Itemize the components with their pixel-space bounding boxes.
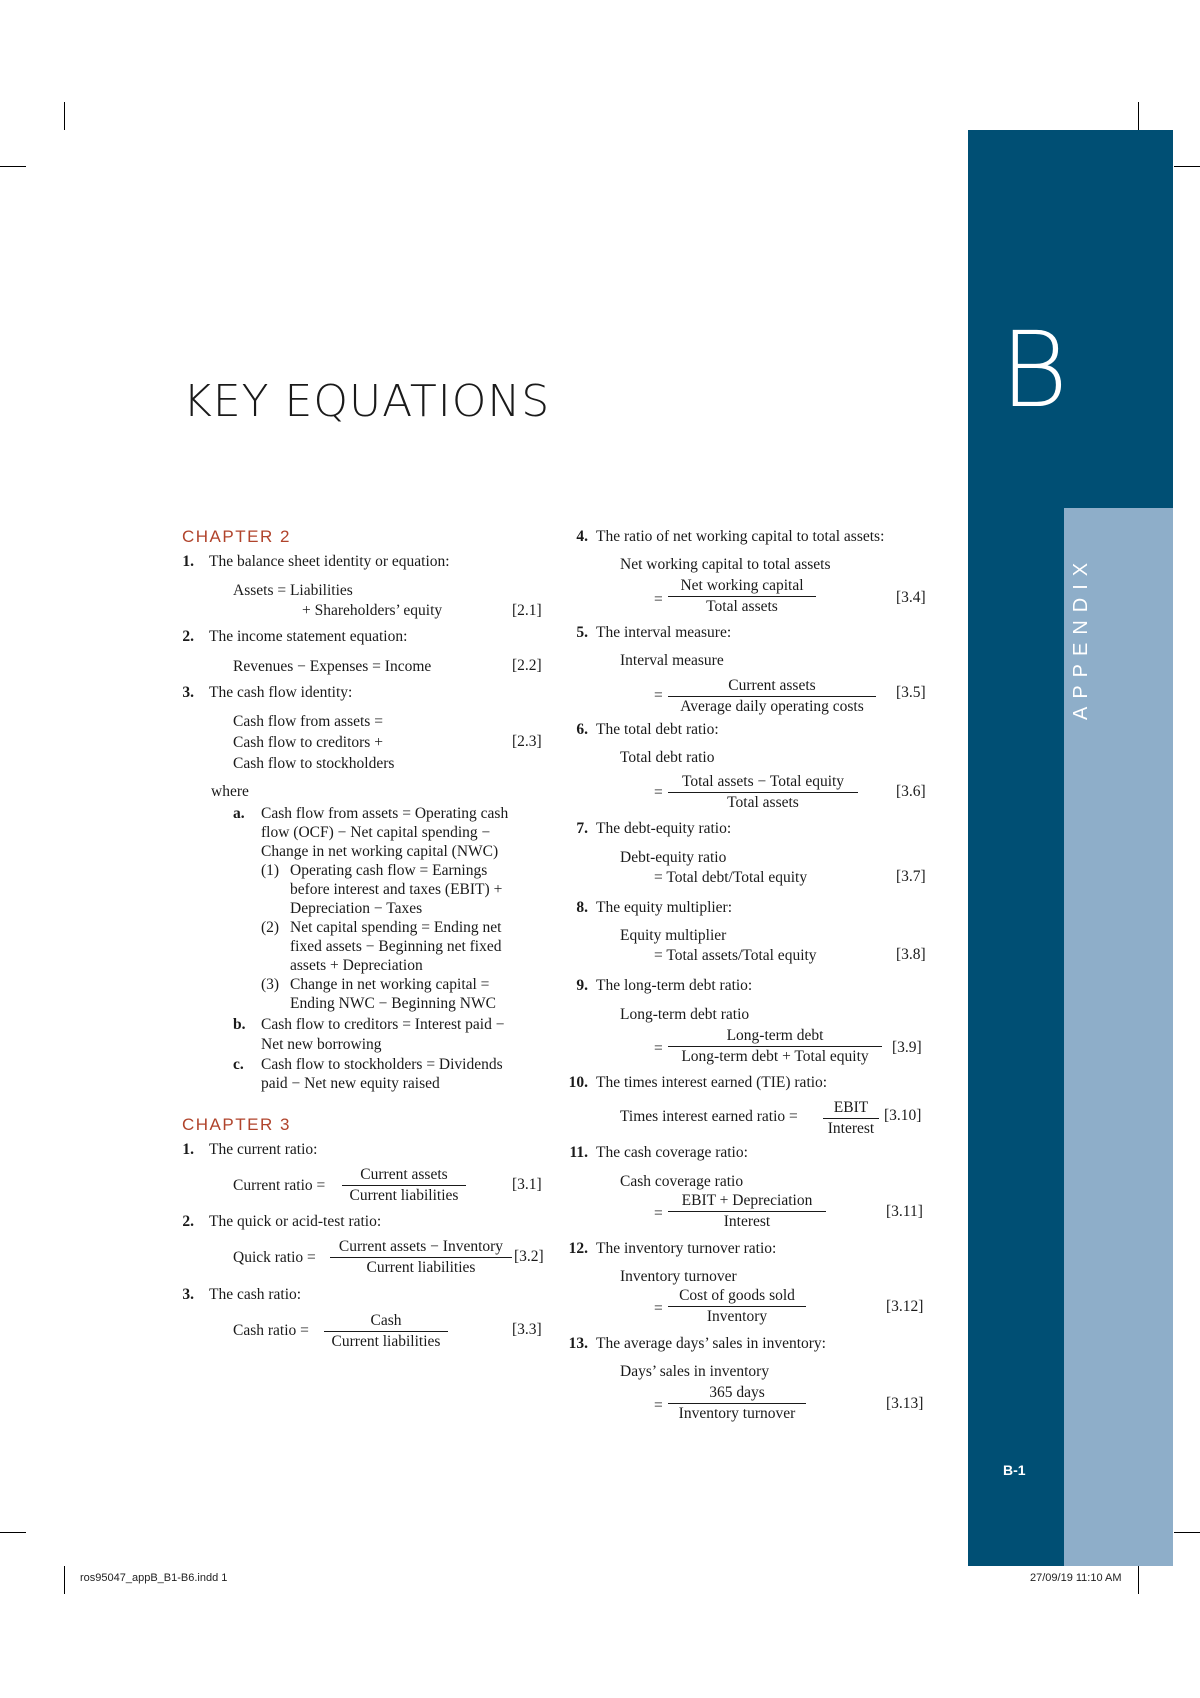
- crop-mark: [1174, 1532, 1200, 1533]
- appendix-label: APPENDIX: [1070, 554, 1092, 720]
- chapter-3-heading: CHAPTER 3: [182, 1115, 291, 1134]
- equation-title: The long-term debt ratio:: [596, 977, 753, 994]
- equation-lhs: Times interest earned ratio =: [620, 1108, 798, 1125]
- denominator: Total assets: [706, 598, 778, 615]
- item-number: 3.: [182, 1286, 194, 1303]
- denominator: Current liabilities: [366, 1259, 476, 1276]
- sub-line: Depreciation − Taxes: [290, 900, 423, 917]
- item-number: 9.: [576, 977, 588, 994]
- sub-number: (3): [261, 976, 280, 993]
- equation-ref: [2.1]: [512, 602, 542, 619]
- equation-title: The ratio of net working capital to total assets:: [596, 528, 885, 545]
- denominator: Interest: [723, 1213, 771, 1230]
- equation-ref: [3.6]: [896, 783, 926, 800]
- item-number: 10.: [568, 1074, 588, 1091]
- equation-ref: [3.1]: [512, 1176, 542, 1193]
- equation-title: The quick or acid-test ratio:: [209, 1213, 382, 1230]
- fraction: [668, 773, 858, 812]
- equals-sign: =: [654, 1397, 663, 1414]
- equation-ref: [3.3]: [512, 1321, 542, 1338]
- item-number: 13.: [568, 1335, 588, 1352]
- fraction: [668, 1027, 882, 1066]
- equation-title: The inventory turnover ratio:: [596, 1240, 777, 1257]
- where-label: where: [211, 783, 249, 800]
- denominator: Interest: [827, 1120, 875, 1137]
- equals-sign: =: [654, 1040, 663, 1057]
- equation-title: The cash ratio:: [209, 1286, 302, 1303]
- crop-mark: [1138, 1566, 1139, 1594]
- equals-sign: =: [654, 1205, 663, 1222]
- chapter-2-heading: CHAPTER 2: [182, 527, 291, 546]
- equals-sign: =: [654, 1300, 663, 1317]
- equation-title: The times interest earned (TIE) ratio:: [596, 1074, 828, 1091]
- item-number: 1.: [182, 1141, 194, 1158]
- sub-line: flow (OCF) − Net capital spending −: [261, 824, 491, 841]
- equation-label: Interval measure: [620, 652, 724, 669]
- equation-line: Assets = Liabilities: [233, 582, 353, 599]
- numerator: EBIT + Depreciation: [668, 1192, 826, 1212]
- sub-line: Net capital spending = Ending net: [290, 919, 502, 936]
- crop-mark: [0, 1532, 26, 1533]
- page-number: B-1: [1003, 1462, 1026, 1478]
- sub-line: paid − Net new equity raised: [261, 1075, 440, 1092]
- equals-sign: =: [654, 591, 663, 608]
- equation-line: Cash flow to creditors +: [233, 734, 383, 751]
- sub-line: fixed assets − Beginning net fixed: [290, 938, 502, 955]
- fraction: [668, 1192, 826, 1231]
- equation-line: Cash flow to stockholders: [233, 755, 395, 772]
- crop-mark: [0, 166, 26, 167]
- equation-ref: [2.2]: [512, 657, 542, 674]
- sub-letter: c.: [233, 1056, 244, 1073]
- numerator: Cash: [324, 1312, 448, 1332]
- crop-mark: [64, 1566, 65, 1594]
- equation-title: The interval measure:: [596, 624, 732, 641]
- equation-label: Net working capital to total assets: [620, 556, 831, 573]
- item-number: 1.: [182, 553, 194, 570]
- sub-line: Net new borrowing: [261, 1036, 382, 1053]
- equation-title: The cash coverage ratio:: [596, 1144, 748, 1161]
- numerator: Long-term debt: [668, 1027, 882, 1047]
- crop-mark: [1138, 102, 1139, 130]
- numerator: Current assets: [668, 677, 876, 697]
- equation-line: Cash flow from assets =: [233, 713, 383, 730]
- equation-line: = Total assets/Total equity: [654, 947, 817, 964]
- sub-line: Change in net working capital =: [290, 976, 490, 993]
- fraction: [342, 1166, 466, 1205]
- denominator: Long-term debt + Total equity: [681, 1048, 869, 1065]
- equation-label: Inventory turnover: [620, 1268, 737, 1285]
- equation-label: Total debt ratio: [620, 749, 715, 766]
- item-number: 2.: [182, 1213, 194, 1230]
- equation-title: The balance sheet identity or equation:: [209, 553, 450, 570]
- equation-title: The average days’ sales in inventory:: [596, 1335, 826, 1352]
- equation-title: The total debt ratio:: [596, 721, 719, 738]
- equation-ref: [3.12]: [886, 1298, 924, 1315]
- equation-label: Debt-equity ratio: [620, 849, 727, 866]
- equation-lhs: Quick ratio =: [233, 1249, 316, 1266]
- fraction: [823, 1099, 879, 1138]
- equation-title: The current ratio:: [209, 1141, 318, 1158]
- footer-timestamp: 27/09/19 11:10 AM: [1030, 1572, 1122, 1584]
- equation-title: The equity multiplier:: [596, 899, 733, 916]
- numerator: Current assets: [342, 1166, 466, 1186]
- equation-label: Cash coverage ratio: [620, 1173, 744, 1190]
- equation-ref: [3.9]: [892, 1039, 922, 1056]
- sub-line: Ending NWC − Beginning NWC: [290, 995, 496, 1012]
- numerator: Total assets − Total equity: [668, 773, 858, 793]
- sub-letter: b.: [233, 1016, 246, 1033]
- denominator: Inventory turnover: [678, 1405, 796, 1422]
- equation-ref: [2.3]: [512, 733, 542, 750]
- equation-title: The cash flow identity:: [209, 684, 353, 701]
- equation-ref: [3.2]: [514, 1248, 544, 1265]
- fraction: [668, 677, 876, 716]
- denominator: Average daily operating costs: [680, 698, 864, 715]
- equals-sign: =: [654, 784, 663, 801]
- item-number: 3.: [182, 684, 194, 701]
- fraction: [668, 1384, 806, 1423]
- equation-label: Days’ sales in inventory: [620, 1363, 770, 1380]
- denominator: Current liabilities: [331, 1333, 441, 1350]
- denominator: Inventory: [706, 1308, 768, 1325]
- crop-mark: [64, 102, 65, 130]
- sub-line: before interest and taxes (EBIT) +: [290, 881, 503, 898]
- sub-number: (2): [261, 919, 280, 936]
- crop-mark: [1174, 166, 1200, 167]
- equation-lhs: Current ratio =: [233, 1177, 326, 1194]
- equation-line: + Shareholders’ equity: [302, 602, 443, 619]
- equals-sign: =: [654, 687, 663, 704]
- denominator: Total assets: [727, 794, 799, 811]
- numerator: Current assets − Inventory: [330, 1238, 512, 1258]
- sub-line: Cash flow from assets = Operating cash: [261, 805, 509, 822]
- item-number: 5.: [576, 624, 588, 641]
- equation-ref: [3.4]: [896, 589, 926, 606]
- numerator: 365 days: [668, 1384, 806, 1404]
- sub-line: assets + Depreciation: [290, 957, 423, 974]
- numerator: Cost of goods sold: [668, 1287, 806, 1307]
- equation-ref: [3.13]: [886, 1395, 924, 1412]
- fraction: [668, 577, 816, 616]
- item-number: 6.: [576, 721, 588, 738]
- item-number: 2.: [182, 628, 194, 645]
- page-title: KEY EQUATIONS: [183, 376, 551, 427]
- appendix-letter: B: [1000, 309, 1069, 431]
- sub-letter: a.: [233, 805, 245, 822]
- footer-file: ros95047_appB_B1-B6.indd 1: [80, 1572, 228, 1584]
- item-number: 4.: [576, 528, 588, 545]
- equation-label: Equity multiplier: [620, 927, 727, 944]
- sub-line: Operating cash flow = Earnings: [290, 862, 488, 879]
- numerator: Net working capital: [668, 577, 816, 597]
- item-number: 7.: [576, 820, 588, 837]
- sub-line: Change in net working capital (NWC): [261, 843, 499, 860]
- equation-ref: [3.5]: [896, 684, 926, 701]
- fraction: [330, 1238, 512, 1277]
- fraction: [668, 1287, 806, 1326]
- equation-lhs: Cash ratio =: [233, 1322, 309, 1339]
- equation-ref: [3.10]: [884, 1107, 922, 1124]
- numerator: EBIT: [823, 1099, 879, 1119]
- equation-title: The debt-equity ratio:: [596, 820, 732, 837]
- equation-line: = Total debt/Total equity: [654, 869, 808, 886]
- item-number: 12.: [568, 1240, 588, 1257]
- fraction: [324, 1312, 448, 1351]
- sub-number: (1): [261, 862, 280, 879]
- equation-title: The income statement equation:: [209, 628, 408, 645]
- equation-line: Revenues − Expenses = Income: [233, 658, 432, 675]
- equation-ref: [3.11]: [886, 1203, 923, 1220]
- denominator: Current liabilities: [349, 1187, 459, 1204]
- item-number: 8.: [576, 899, 588, 916]
- sub-line: Cash flow to stockholders = Dividends: [261, 1056, 503, 1073]
- equation-label: Long-term debt ratio: [620, 1006, 750, 1023]
- equation-ref: [3.8]: [896, 946, 926, 963]
- item-number: 11.: [569, 1144, 588, 1161]
- equation-ref: [3.7]: [896, 868, 926, 885]
- sub-line: Cash flow to creditors = Interest paid −: [261, 1016, 505, 1033]
